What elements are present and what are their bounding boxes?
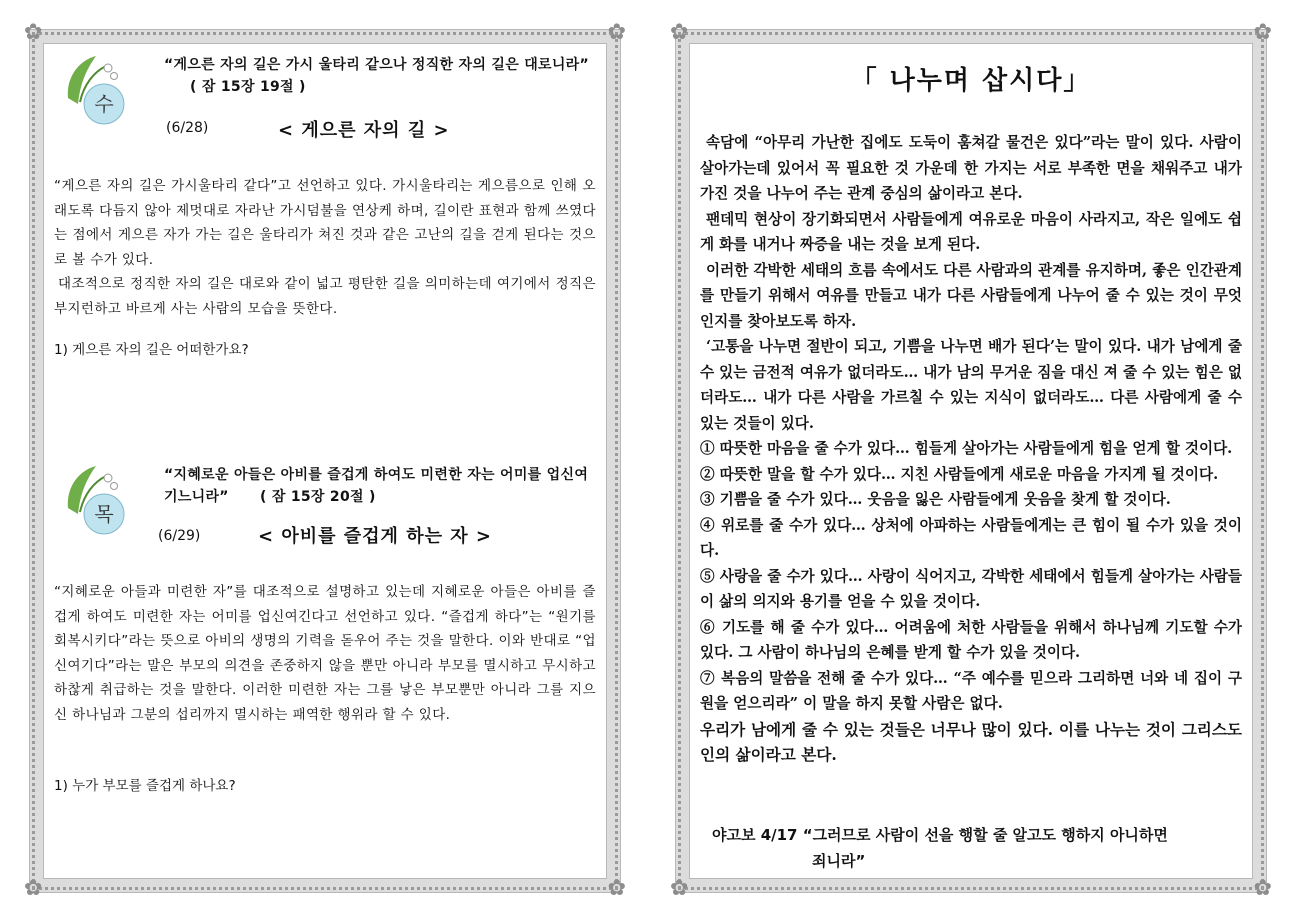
verse-reference: ( 잠 15장 20절 ) bbox=[259, 489, 376, 505]
corner-flower-icon: ✿ bbox=[607, 876, 626, 901]
verse-reference: ( 잠 15장 19절 ) bbox=[190, 79, 306, 95]
corner-flower-icon: ✿ bbox=[607, 20, 626, 45]
conclusion: 우리가 남에게 줄 수 있는 것들은 너무나 많이 있다. 이를 나누는 것이 그리스도인의 삶이라고 본다. bbox=[700, 719, 1242, 764]
devotion-subtitle: < 아비를 즐겁게 하는 자 > bbox=[258, 526, 492, 547]
right-page bbox=[670, 20, 1272, 901]
devotion-body bbox=[54, 174, 596, 321]
paragraph: 팬데믹 현상이 장기화되면서 사람들에게 여유로운 마음이 사라지고, 작은 일에도 쉽게 화를 내거나 짜증을 내는 것을 보게 된다. bbox=[700, 210, 1242, 253]
devotion-question: 1) 누가 부모를 즐겁게 하나요? bbox=[54, 778, 236, 794]
devotion-question: 1) 게으른 자의 길은 어떠한가요? bbox=[54, 342, 249, 358]
devotion-date: (6/28) bbox=[166, 120, 209, 136]
paragraph: 속담에 “아무리 가난한 집에도 도둑이 훔쳐갈 물건은 있다”라는 말이 있다. 사람이 살아가는데 있어서 꼭 필요한 것 가운데 한 가지는 서로 부족한 면을 채워주고 내가 가진 것을 나누어 주는 관계 중심의 삶이라고 본다. bbox=[700, 134, 1242, 202]
essay-body bbox=[700, 130, 1242, 768]
list-item: ⑦ 복음의 말씀을 전해 줄 수가 있다… “주 예수를 믿으라 그리하면 너와 네 집이 구원을 얻으리라” 이 말을 하지 못할 사람은 없다. bbox=[700, 669, 1242, 712]
devotion-subtitle: < 게으른 자의 길 > bbox=[278, 120, 450, 141]
devotion-thursday bbox=[54, 48, 596, 378]
corner-flower-icon: ✿ bbox=[670, 876, 689, 901]
badge-day-char: 목 bbox=[94, 502, 114, 526]
paragraph: 대조적으로 정직한 자의 길은 대로와 같이 넓고 평탄한 길을 의미하는데 여기에서 정직은 부지런하고 바르게 사는 사람의 모습을 뜻한다. bbox=[54, 276, 596, 317]
list-item: ⑤ 사랑을 줄 수가 있다… 사랑이 식어지고, 각박한 세태에서 힘들게 살아가는 사람들이 삶의 의지와 용기를 얻을 수 있을 것이다. bbox=[700, 567, 1242, 610]
list-item: ② 따뜻한 말을 할 수가 있다… 지친 사람들에게 새로운 마음을 가지게 될 것이다. bbox=[700, 465, 1219, 483]
lily-badge-icon bbox=[62, 54, 126, 128]
corner-flower-icon: ✿ bbox=[24, 876, 43, 901]
bible-verse: “지혜로운 아들은 아비를 즐겁게 하여도 미련한 자는 어미를 업신여기느니라” ( 잠 15장 20절 ) bbox=[164, 464, 596, 508]
closing-verse: 야고보 4/17 “그러므로 사람이 선을 행할 줄 알고도 행하지 아니하면 죄니라” bbox=[712, 826, 1168, 870]
corner-flower-icon: ✿ bbox=[1253, 876, 1272, 901]
paragraph: 이러한 각박한 세태의 흐름 속에서도 다른 사람과의 관계를 유지하며, 좋은 인간관계를 만들기 위해서 여유를 만들고 내가 다른 사람들에게 나누어 줄 수 있는 것이 무엇인지를 찾아보도록 하자. bbox=[700, 261, 1242, 330]
devotion-date: (6/29) bbox=[158, 528, 201, 544]
left-page bbox=[24, 20, 626, 901]
paragraph: “게으른 자의 길은 가시울타리 같다”고 선언하고 있다. 가시울타리는 게으름으로 인해 오래도록 다듬지 않아 제멋대로 자라난 가시덤불을 연상케 하며, 길이란 표현과 함께 쓰였다는 점에서 게으른 자가 가는 길은 울타리가 쳐진 것과 같은 고난의 길을 걷게 된다는 것으로 볼 수가 있다. bbox=[54, 178, 596, 268]
paragraph: ‘고통을 나누면 절반이 되고, 기쁨을 나누면 배가 된다’는 말이 있다. 내가 남에게 줄 수 있는 금전적 여유가 없더라도… 내가 남의 무거운 짐을 대신 져 줄 수 있는 힘은 없더라도… 내가 다른 사람을 가르칠 수 있는 지식이 없더라도… 다른 사람에게 줄 수 있는 것들이 있다. bbox=[700, 338, 1242, 432]
list-item: ④ 위로를 줄 수가 있다… 상처에 아파하는 사람들에게는 큰 힘이 될 수가 있을 것이다. bbox=[700, 516, 1242, 559]
corner-flower-icon: ✿ bbox=[1253, 20, 1272, 45]
corner-flower-icon: ✿ bbox=[24, 20, 43, 45]
page-title: 「 나누며 삽시다」 bbox=[850, 66, 1092, 96]
devotion-body: “지혜로운 아들과 미련한 자”를 대조적으로 설명하고 있는데 지혜로운 아들은 아비를 즐겁게 하여도 미련한 자는 어미를 업신여긴다고 선언하고 있다. “즐겁게 하다”는 “원기를 회복시키다”라는 뜻으로 아비의 생명의 기력을 돋우어 주는 것을 말한다. 이와 반대로 “업신여기다”라는 말은 부모의 의견을 존중하지 않을 뿐만 아니라 부모를 멸시하고 무시하고 하찮게 취급하는 것을 말한다. 이러한 미련한 자는 그를 낳은 부모뿐만 아니라 그를 지으신 하나님과 그분의 섭리까지 멸시하는 패역한 행위라 할 수 있다. bbox=[54, 584, 596, 723]
list-item: ① 따뜻한 마음을 줄 수가 있다… 힘들게 살아가는 사람들에게 힘을 얻게 할 것이다. bbox=[700, 440, 1233, 457]
list-item: ③ 기쁨을 줄 수가 있다… 웃음을 잃은 사람들에게 웃음을 찾게 할 것이다. bbox=[700, 491, 1171, 508]
lily-badge-icon bbox=[62, 464, 126, 538]
bible-verse: “게으른 자의 길은 가시 울타리 같으나 정직한 자의 길은 대로니라” ( 잠 15장 19절 ) bbox=[164, 54, 596, 98]
list-item: ⑥ 기도를 해 줄 수가 있다… 어려움에 처한 사람들을 위해서 하나님께 기도할 수가 있다. 그 사람이 하나님의 은혜를 받게 할 수가 있을 것이다. bbox=[700, 618, 1242, 661]
badge-day-char: 수 bbox=[94, 92, 114, 116]
corner-flower-icon: ✿ bbox=[670, 20, 689, 45]
right-content bbox=[700, 48, 1242, 874]
devotion-friday bbox=[54, 458, 596, 808]
left-content bbox=[54, 48, 596, 874]
